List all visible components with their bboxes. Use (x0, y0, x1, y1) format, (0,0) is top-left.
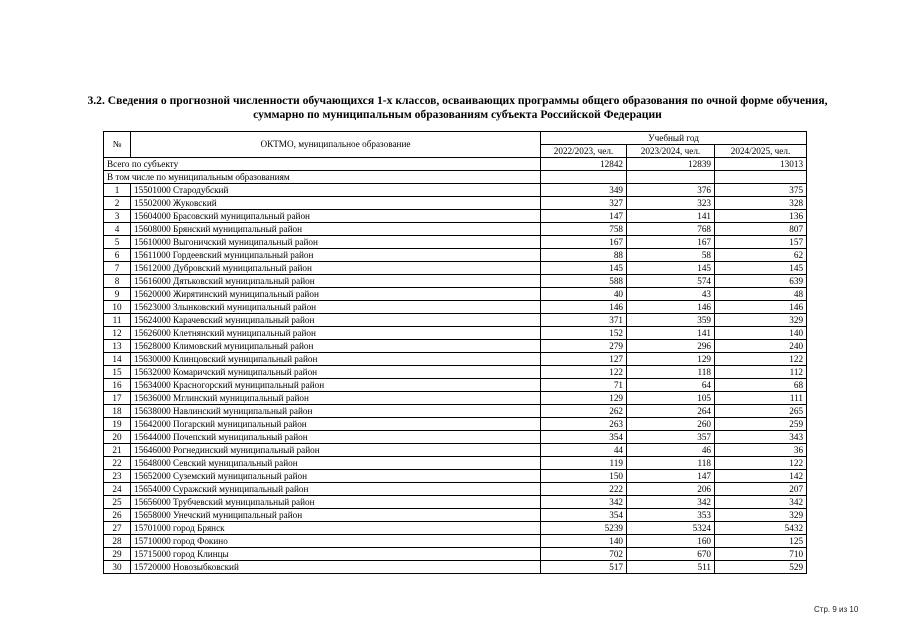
row-value-2024: 329 (715, 314, 807, 327)
heading-line-2: суммарно по муниципальным образованиям субъекта Российской Федерации (253, 108, 662, 121)
row-value-2024: 36 (715, 444, 807, 457)
table-row (104, 184, 807, 197)
row-value-2023: 147 (627, 470, 715, 483)
row-number: 27 (104, 522, 131, 535)
row-value-2024: 68 (715, 379, 807, 392)
row-oktmo-name: 15652000 Суземский муниципальный район (131, 470, 541, 483)
table-row (104, 366, 807, 379)
row-value-2022: 152 (541, 327, 627, 340)
row-number: 16 (104, 379, 131, 392)
total-label: Всего по субъекту (104, 158, 541, 171)
row-value-2022: 5239 (541, 522, 627, 535)
row-value-2023: 357 (627, 431, 715, 444)
table-row (104, 392, 807, 405)
row-oktmo-name: 15710000 город Фокино (131, 535, 541, 548)
row-value-2024: 259 (715, 418, 807, 431)
table-row (104, 483, 807, 496)
row-value-2022: 147 (541, 210, 627, 223)
row-value-2022: 354 (541, 431, 627, 444)
row-value-2024: 639 (715, 275, 807, 288)
table-row (104, 262, 807, 275)
row-value-2024: 136 (715, 210, 807, 223)
row-value-2022: 40 (541, 288, 627, 301)
row-number: 22 (104, 457, 131, 470)
row-value-2022: 327 (541, 197, 627, 210)
row-value-2023: 206 (627, 483, 715, 496)
table-row (104, 353, 807, 366)
row-number: 19 (104, 418, 131, 431)
row-number: 11 (104, 314, 131, 327)
row-value-2023: 768 (627, 223, 715, 236)
row-oktmo-name: 15616000 Дятьковский муниципальный район (131, 275, 541, 288)
row-oktmo-name: 15701000 город Брянск (131, 522, 541, 535)
row-number: 17 (104, 392, 131, 405)
row-value-2022: 146 (541, 301, 627, 314)
row-value-2024: 122 (715, 457, 807, 470)
header-num: № (104, 132, 131, 158)
header-oktmo: ОКТМО, муниципальное образование (131, 132, 541, 158)
row-number: 2 (104, 197, 131, 210)
table-row (104, 444, 807, 457)
row-value-2022: 588 (541, 275, 627, 288)
row-value-2024: 375 (715, 184, 807, 197)
row-oktmo-name: 15501000 Стародубский (131, 184, 541, 197)
table-row (104, 470, 807, 483)
row-value-2023: 46 (627, 444, 715, 457)
row-oktmo-name: 15626000 Клетнянский муниципальный район (131, 327, 541, 340)
enrollment-table (103, 131, 807, 574)
row-number: 8 (104, 275, 131, 288)
row-value-2023: 43 (627, 288, 715, 301)
row-value-2024: 48 (715, 288, 807, 301)
row-value-2023: 670 (627, 548, 715, 561)
total-value-2: 12839 (627, 158, 715, 171)
row-value-2022: 342 (541, 496, 627, 509)
row-value-2023: 353 (627, 509, 715, 522)
row-value-2023: 118 (627, 366, 715, 379)
row-value-2023: 129 (627, 353, 715, 366)
row-value-2022: 517 (541, 561, 627, 574)
row-oktmo-name: 15612000 Дубровский муниципальный район (131, 262, 541, 275)
row-value-2023: 376 (627, 184, 715, 197)
total-row (104, 158, 807, 171)
row-number: 4 (104, 223, 131, 236)
row-oktmo-name: 15610000 Выгоничский муниципальный район (131, 236, 541, 249)
row-number: 21 (104, 444, 131, 457)
row-oktmo-name: 15623000 Злынковский муниципальный район (131, 301, 541, 314)
document-heading (40, 94, 875, 122)
page-number: Стр. 9 из 10 (814, 605, 859, 614)
row-value-2024: 529 (715, 561, 807, 574)
row-oktmo-name: 15720000 Новозыбковский (131, 561, 541, 574)
row-oktmo-name: 15656000 Трубчевский муниципальный район (131, 496, 541, 509)
row-value-2023: 64 (627, 379, 715, 392)
table-row (104, 379, 807, 392)
row-number: 1 (104, 184, 131, 197)
table-row (104, 236, 807, 249)
row-value-2023: 511 (627, 561, 715, 574)
row-oktmo-name: 15715000 город Клинцы (131, 548, 541, 561)
row-value-2023: 342 (627, 496, 715, 509)
row-value-2024: 146 (715, 301, 807, 314)
row-value-2023: 160 (627, 535, 715, 548)
row-value-2024: 342 (715, 496, 807, 509)
row-number: 6 (104, 249, 131, 262)
row-number: 30 (104, 561, 131, 574)
row-value-2022: 150 (541, 470, 627, 483)
table-row (104, 275, 807, 288)
row-oktmo-name: 15648000 Севский муниципальный район (131, 457, 541, 470)
section-row (104, 171, 807, 184)
table-row (104, 223, 807, 236)
row-value-2023: 141 (627, 210, 715, 223)
header-school-year: Учебный год (541, 132, 807, 145)
row-value-2023: 323 (627, 197, 715, 210)
row-oktmo-name: 15654000 Суражский муниципальный район (131, 483, 541, 496)
section-label: В том числе по муниципальным образованиям (104, 171, 541, 184)
row-value-2024: 240 (715, 340, 807, 353)
row-number: 9 (104, 288, 131, 301)
row-value-2022: 88 (541, 249, 627, 262)
row-value-2022: 127 (541, 353, 627, 366)
row-number: 7 (104, 262, 131, 275)
row-value-2024: 111 (715, 392, 807, 405)
table-row (104, 210, 807, 223)
row-number: 10 (104, 301, 131, 314)
row-oktmo-name: 15628000 Климовский муниципальный район (131, 340, 541, 353)
header-year-2: 2023/2024, чел. (627, 145, 715, 158)
row-value-2024: 142 (715, 470, 807, 483)
row-value-2022: 44 (541, 444, 627, 457)
row-value-2024: 157 (715, 236, 807, 249)
row-value-2022: 71 (541, 379, 627, 392)
row-value-2022: 758 (541, 223, 627, 236)
row-value-2023: 260 (627, 418, 715, 431)
table-row (104, 288, 807, 301)
row-value-2022: 702 (541, 548, 627, 561)
table-row (104, 301, 807, 314)
row-value-2022: 222 (541, 483, 627, 496)
row-value-2022: 262 (541, 405, 627, 418)
heading-line-1: 3.2. Сведения о прогнозной численности обучающихся 1-х классов, осваивающих программы общего образования по очной форме обучения, (87, 94, 828, 107)
row-value-2024: 125 (715, 535, 807, 548)
row-value-2023: 5324 (627, 522, 715, 535)
row-number: 29 (104, 548, 131, 561)
row-value-2023: 574 (627, 275, 715, 288)
row-value-2022: 371 (541, 314, 627, 327)
row-oktmo-name: 15632000 Комаричский муниципальный район (131, 366, 541, 379)
table-row (104, 535, 807, 548)
table-row (104, 522, 807, 535)
row-value-2023: 146 (627, 301, 715, 314)
row-oktmo-name: 15642000 Погарский муниципальный район (131, 418, 541, 431)
row-value-2024: 328 (715, 197, 807, 210)
row-number: 20 (104, 431, 131, 444)
row-oktmo-name: 15608000 Брянский муниципальный район (131, 223, 541, 236)
row-number: 12 (104, 327, 131, 340)
row-value-2022: 279 (541, 340, 627, 353)
row-number: 5 (104, 236, 131, 249)
header-year-1: 2022/2023, чел. (541, 145, 627, 158)
row-oktmo-name: 15620000 Жирятинский муниципальный район (131, 288, 541, 301)
row-value-2023: 105 (627, 392, 715, 405)
table-row (104, 418, 807, 431)
row-value-2023: 264 (627, 405, 715, 418)
row-value-2024: 343 (715, 431, 807, 444)
table-header-row (104, 132, 807, 145)
section-empty-1 (541, 171, 627, 184)
row-oktmo-name: 15638000 Навлинский муниципальный район (131, 405, 541, 418)
row-value-2024: 140 (715, 327, 807, 340)
row-value-2024: 62 (715, 249, 807, 262)
row-value-2022: 349 (541, 184, 627, 197)
table-row (104, 249, 807, 262)
row-value-2024: 265 (715, 405, 807, 418)
table-row (104, 457, 807, 470)
table-row (104, 327, 807, 340)
table-row (104, 197, 807, 210)
row-number: 14 (104, 353, 131, 366)
row-oktmo-name: 15624000 Карачевский муниципальный район (131, 314, 541, 327)
row-value-2024: 122 (715, 353, 807, 366)
row-value-2024: 807 (715, 223, 807, 236)
total-value-3: 13013 (715, 158, 807, 171)
row-value-2022: 167 (541, 236, 627, 249)
table-row (104, 405, 807, 418)
row-value-2024: 145 (715, 262, 807, 275)
row-value-2022: 354 (541, 509, 627, 522)
row-value-2024: 112 (715, 366, 807, 379)
row-number: 23 (104, 470, 131, 483)
row-oktmo-name: 15502000 Жуковский (131, 197, 541, 210)
row-value-2022: 263 (541, 418, 627, 431)
row-value-2022: 145 (541, 262, 627, 275)
row-value-2024: 710 (715, 548, 807, 561)
row-value-2023: 141 (627, 327, 715, 340)
row-number: 13 (104, 340, 131, 353)
total-value-1: 12842 (541, 158, 627, 171)
section-empty-3 (715, 171, 807, 184)
row-number: 24 (104, 483, 131, 496)
row-value-2023: 145 (627, 262, 715, 275)
row-value-2022: 119 (541, 457, 627, 470)
row-value-2023: 118 (627, 457, 715, 470)
row-value-2023: 359 (627, 314, 715, 327)
row-value-2022: 129 (541, 392, 627, 405)
row-number: 28 (104, 535, 131, 548)
row-value-2022: 140 (541, 535, 627, 548)
row-value-2023: 167 (627, 236, 715, 249)
row-oktmo-name: 15644000 Почепский муниципальный район (131, 431, 541, 444)
table-row (104, 314, 807, 327)
row-number: 3 (104, 210, 131, 223)
row-value-2022: 122 (541, 366, 627, 379)
row-number: 25 (104, 496, 131, 509)
row-oktmo-name: 15636000 Мглинский муниципальный район (131, 392, 541, 405)
row-oktmo-name: 15634000 Красногорский муниципальный район (131, 379, 541, 392)
table-row (104, 561, 807, 574)
row-oktmo-name: 15630000 Клинцовский муниципальный район (131, 353, 541, 366)
header-year-3: 2024/2025, чел. (715, 145, 807, 158)
table-row (104, 431, 807, 444)
table-row (104, 496, 807, 509)
row-number: 15 (104, 366, 131, 379)
row-number: 26 (104, 509, 131, 522)
row-value-2024: 207 (715, 483, 807, 496)
row-oktmo-name: 15611000 Гордеевский муниципальный район (131, 249, 541, 262)
row-oktmo-name: 15604000 Брасовский муниципальный район (131, 210, 541, 223)
section-empty-2 (627, 171, 715, 184)
table-row (104, 509, 807, 522)
table-row (104, 548, 807, 561)
row-value-2023: 58 (627, 249, 715, 262)
row-oktmo-name: 15646000 Рогнединский муниципальный район (131, 444, 541, 457)
table-row (104, 340, 807, 353)
row-oktmo-name: 15658000 Унечский муниципальный район (131, 509, 541, 522)
row-value-2024: 329 (715, 509, 807, 522)
row-number: 18 (104, 405, 131, 418)
row-value-2023: 296 (627, 340, 715, 353)
row-value-2024: 5432 (715, 522, 807, 535)
